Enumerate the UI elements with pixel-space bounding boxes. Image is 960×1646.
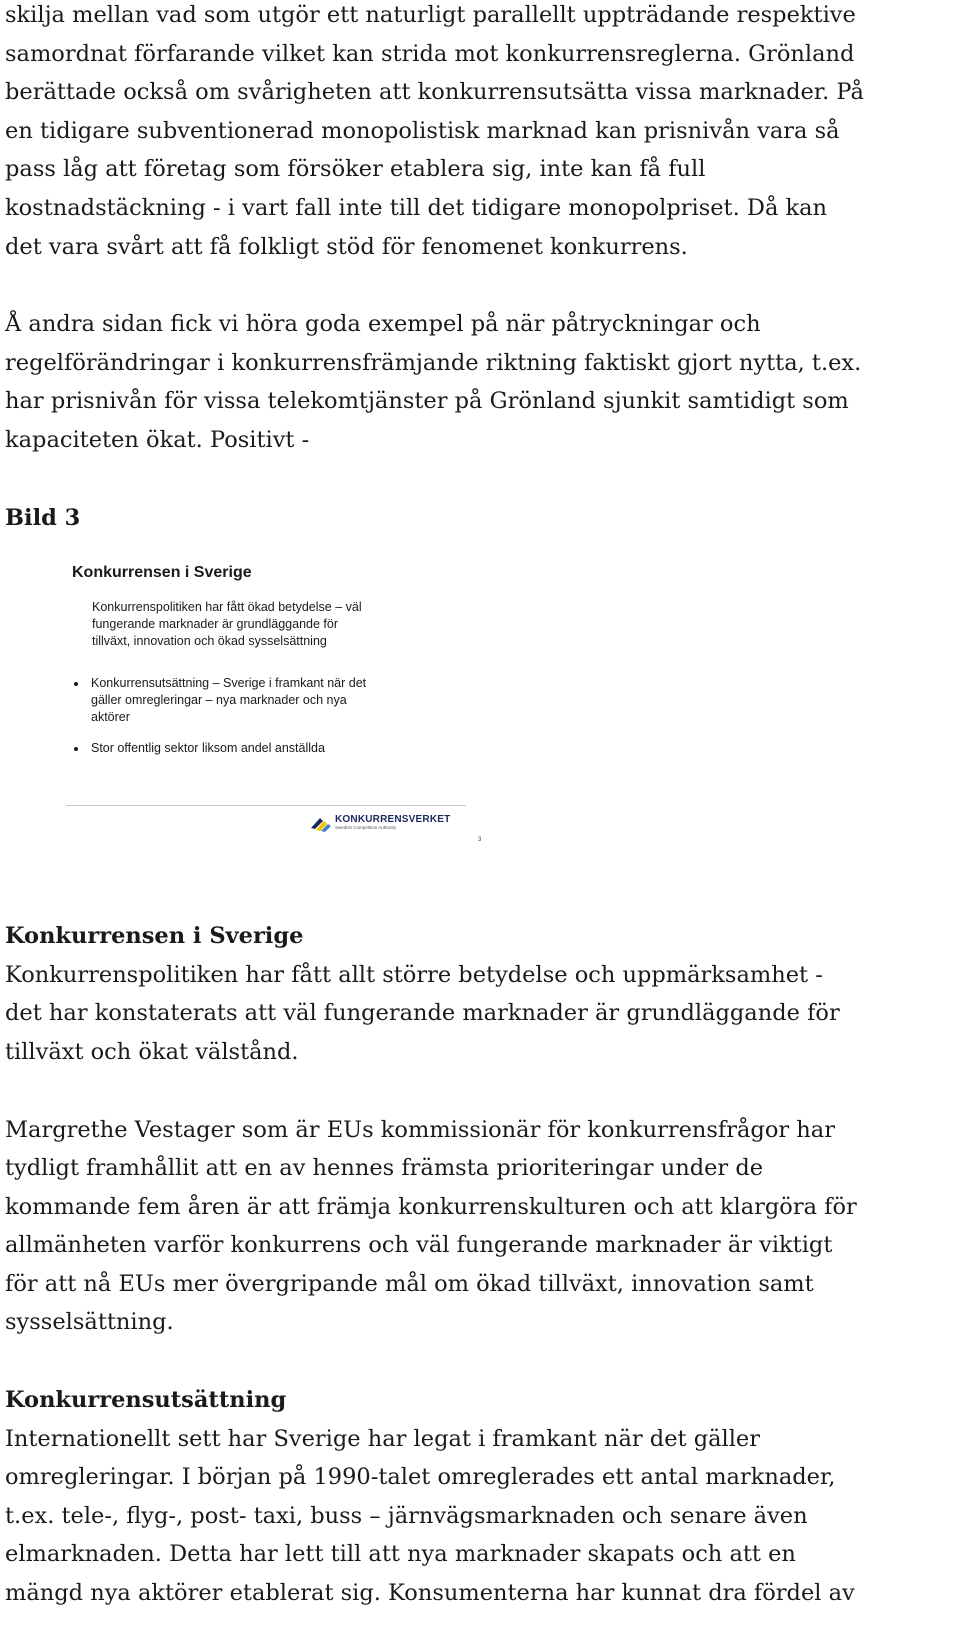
text-line: Å andra sidan fick vi höra goda exempel på när påtryckningar och (5, 311, 761, 338)
paragraph-vestager (5, 1111, 955, 1343)
text-line: tillväxt och ökat välstånd. (5, 1038, 299, 1065)
bullet-dot-icon (74, 682, 78, 686)
konkurrensverket-swoosh-icon (310, 814, 332, 834)
text-line: samordnat förfarande vilket kan strida mot konkurrensreglerna. Grönland (5, 40, 855, 67)
document-page (5, 0, 955, 1613)
text-line: sysselsättning. (5, 1309, 174, 1336)
text-line: berättade också om svårigheten att konkurrensutsätta vissa marknader. På (5, 79, 864, 106)
slide-intro (92, 599, 362, 650)
logo-subtitle: Swedish Competition Authority (335, 825, 397, 831)
text-line: tydligt framhållit att en av hennes främsta prioriteringar under de (5, 1155, 764, 1182)
text-line: Internationellt sett har Sverige har legat i framkant när det gäller (5, 1425, 761, 1452)
slide-bullet-line: aktörer (91, 710, 130, 725)
paragraph-positive-examples (5, 305, 955, 459)
bullet-dot-icon (74, 747, 78, 751)
slide-image (0, 537, 960, 917)
slide-title: Konkurrensen i Sverige (72, 564, 252, 582)
paragraph-gap (5, 266, 955, 305)
slide-intro-line: Konkurrenspolitiken har fått ökad betydelse – väl (92, 600, 362, 615)
slide-bullet-line: gäller omregleringar – nya marknader och nya (91, 693, 347, 708)
text-line: har prisnivån för vissa telekomtjänster på Grönland sjunkit samtidigt som (5, 388, 849, 415)
text-line: kapaciteten ökat. Positivt - (5, 426, 310, 453)
text-line: allmänheten varför konkurrens och väl fungerande marknader är viktigt (5, 1232, 833, 1259)
paragraph-deregulation (5, 1420, 955, 1613)
slide-bullet-item (74, 740, 366, 757)
text-line: mängd nya aktörer etablerat sig. Konsumenterna har kunnat dra fördel av (5, 1580, 855, 1607)
paragraph-competition-policy (5, 956, 955, 1072)
paragraph-gap (5, 460, 955, 499)
paragraph-gap (5, 1072, 955, 1111)
text-line: Konkurrenspolitiken har fått allt större betydelse och uppmärksamhet - (5, 961, 823, 988)
slide-footer-rule (66, 805, 466, 806)
text-line: det har konstaterats att väl fungerande marknader är grundläggande för (5, 1000, 840, 1027)
slide-page-number: 3 (478, 837, 482, 844)
text-line: elmarknaden. Detta har lett till att nya marknader skapats och att en (5, 1541, 796, 1568)
text-line: regelförändringar i konkurrensfrämjande riktning faktiskt gjort nytta, t.ex. (5, 349, 862, 376)
text-line: pass låg att företag som försöker etablera sig, inte kan få full (5, 156, 706, 183)
paragraph-gap (5, 1342, 955, 1381)
figure-label: Bild 3 (5, 504, 81, 531)
slide-intro-line: fungerande marknader är grundläggande för (92, 617, 339, 632)
konkurrensverket-logo (310, 814, 450, 836)
section-heading-konkurrensen: Konkurrensen i Sverige (5, 923, 304, 950)
text-line: för att nå EUs mer övergripande mål om ökad tillväxt, innovation samt (5, 1270, 814, 1297)
section-heading-konkurrensutsattning: Konkurrensutsättning (5, 1387, 287, 1414)
text-line: omregleringar. I början på 1990-talet omreglerades ett antal marknader, (5, 1464, 836, 1491)
text-line: kommande fem åren är att främja konkurrenskulturen och att klargöra för (5, 1193, 857, 1220)
slide-bullet-line: Stor offentlig sektor liksom andel anställda (91, 741, 325, 756)
text-line: Margrethe Vestager som är EUs kommissionär för konkurrensfrågor har (5, 1116, 835, 1143)
slide-bullet-list (74, 675, 366, 771)
text-line: det vara svårt att få folkligt stöd för fenomenet konkurrens. (5, 233, 688, 260)
slide-bullet-line: Konkurrensutsättning – Sverige i framkant när det (91, 676, 367, 691)
paragraph-greenland-competition (5, 0, 955, 266)
text-line: t.ex. tele-, flyg-, post- taxi, buss – järnvägsmarknaden och senare även (5, 1502, 808, 1529)
logo-text (335, 814, 450, 831)
text-line: kostnadstäckning - i vart fall inte till det tidigare monopolpriset. Då kan (5, 194, 828, 221)
slide-bullet-item (74, 675, 366, 726)
logo-name: KONKURRENSVERKET (335, 814, 451, 826)
text-line: skilja mellan vad som utgör ett naturligt parallellt uppträdande respektive (5, 2, 856, 28)
slide-intro-line: tillväxt, innovation och ökad sysselsättning (92, 634, 327, 649)
text-line: en tidigare subventionerad monopolistisk marknad kan prisnivån vara så (5, 117, 840, 144)
slide-content (0, 537, 960, 917)
